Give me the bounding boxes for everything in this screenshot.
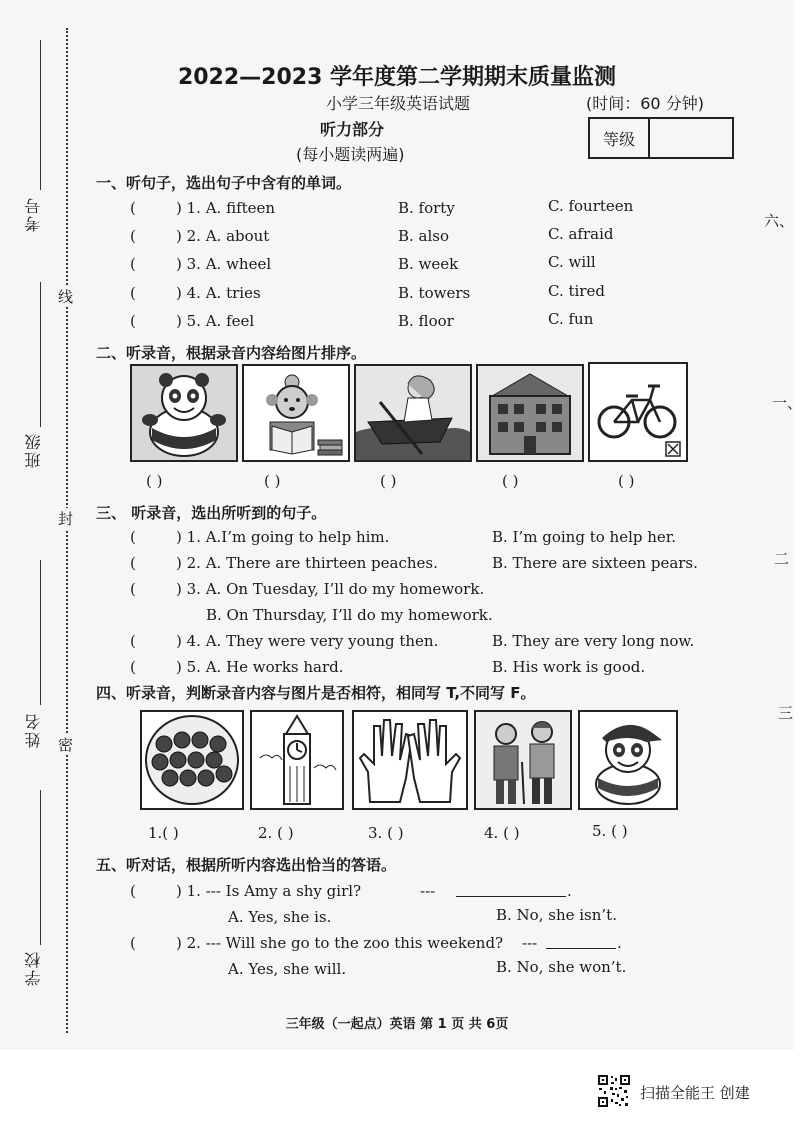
s5-q2-answer-blank[interactable] (546, 948, 616, 949)
order-blank-1[interactable]: ( ) (146, 472, 163, 490)
s1-q4: ) 4. A. tries (176, 284, 261, 302)
judge-blank-3[interactable]: 3. ( ) (368, 824, 404, 842)
s5-q1-answer-blank[interactable] (456, 896, 566, 897)
s5-q2-end: . (617, 934, 622, 952)
exam-number-label: 考号 (24, 196, 43, 232)
grade-label: 等级 (590, 119, 650, 157)
answer-paren[interactable]: ( (130, 632, 136, 650)
school-label: 学校 (24, 950, 43, 986)
order-blank-5[interactable]: ( ) (618, 472, 635, 490)
s3-q2-a: ) 2. A. There are thirteen peaches. (176, 554, 438, 572)
picture-clock-tower (250, 710, 344, 810)
name-label: 姓名 (24, 712, 43, 748)
s1-q4-b: B. towers (398, 284, 471, 302)
school-blank (40, 790, 41, 945)
s5-q1: ) 1. --- Is Amy a shy girl? (176, 882, 362, 900)
order-blank-4[interactable]: ( ) (502, 472, 519, 490)
s1-q3-c: C. will (548, 253, 596, 271)
s1-q1-c: C. fourteen (548, 197, 634, 215)
exam-subtitle: 小学三年级英语试题 (326, 94, 471, 113)
picture-bicycle (588, 362, 688, 462)
s5-q1-dash: --- (420, 882, 436, 900)
judge-blank-2[interactable]: 2. ( ) (258, 824, 294, 842)
section3-title: 三、 听录音，选出所听到的句子。 (96, 504, 327, 522)
s1-q5-c: C. fun (548, 310, 594, 328)
section2-title: 二、听录音，根据录音内容给图片排序。 (96, 344, 367, 362)
s3-q3-a: ) 3. A. On Tuesday, I’ll do my homework. (176, 580, 485, 598)
answer-paren[interactable]: ( (130, 554, 136, 572)
s5-q2-b: B. No, she won’t. (496, 958, 627, 976)
class-blank (40, 282, 41, 427)
page-footer: 三年级（一起点）英语 第 1 页 共 6页 (285, 1017, 509, 1032)
name-blank (40, 560, 41, 705)
s5-q1-b: B. No, she isn’t. (496, 906, 617, 924)
margin-char-secret: 密 (58, 736, 74, 754)
picture-panda (130, 364, 238, 462)
s1-q1-b: B. forty (398, 199, 455, 217)
s1-q4-c: C. tired (548, 282, 605, 300)
judge-blank-1[interactable]: 1.( ) (148, 824, 179, 842)
answer-paren[interactable]: ( (130, 934, 136, 952)
s3-q5-b: B. His work is good. (492, 658, 646, 676)
s1-q2-b: B. also (398, 227, 450, 245)
s1-q2: ) 2. A. about (176, 227, 270, 245)
section1-title: 一、听句子，选出句子中含有的单词。 (96, 174, 352, 192)
side-mark-2: 二 (774, 550, 790, 568)
s5-q1-a: A. Yes, she is. (228, 908, 332, 926)
section4-title: 四、听录音，判断录音内容与图片是否相符，相同写 T,不同写 F。 (96, 684, 536, 702)
answer-paren[interactable]: ( (130, 528, 136, 546)
answer-paren[interactable]: ( (130, 284, 136, 302)
s3-q5-a: ) 5. A. He works hard. (176, 658, 344, 676)
class-label: 班级 (24, 432, 43, 468)
listening-part-heading: 听力部分 (320, 120, 385, 139)
picture-old-couple (474, 710, 572, 810)
s5-q2-dash: --- (522, 934, 538, 952)
order-blank-2[interactable]: ( ) (264, 472, 281, 490)
exam-time: (时间：60 分钟) (586, 94, 704, 113)
side-mark-1: 一、 (772, 394, 802, 412)
picture-girl-reading (242, 364, 350, 462)
s1-q1: ) 1. A. fifteen (176, 199, 276, 217)
picture-girl-rowing-boat (354, 364, 472, 462)
s5-q2-a: A. Yes, she will. (228, 960, 347, 978)
read-twice-note: (每小题读两遍) (296, 145, 405, 164)
s3-q1-a: ) 1. A.I’m going to help him. (176, 528, 390, 546)
judge-blank-5[interactable]: 5. ( ) (592, 822, 628, 840)
answer-paren[interactable]: ( (130, 580, 136, 598)
answer-paren[interactable]: ( (130, 312, 136, 330)
answer-paren[interactable]: ( (130, 658, 136, 676)
s1-q3: ) 3. A. wheel (176, 255, 272, 273)
picture-hands (352, 710, 468, 810)
s5-q2: ) 2. --- Will she go to the zoo this weekend? (176, 934, 504, 952)
margin-char-line: 线 (58, 288, 74, 306)
judge-blank-4[interactable]: 4. ( ) (484, 824, 520, 842)
answer-paren[interactable]: ( (130, 227, 136, 245)
side-mark-6: 六、 (764, 212, 795, 230)
qr-code-icon (597, 1074, 631, 1108)
s3-q3-b: B. On Thursday, I’ll do my homework. (206, 606, 493, 624)
side-mark-3: 三 (778, 704, 794, 722)
picture-peaches (140, 710, 244, 810)
s3-q1-b: B. I’m going to help her. (492, 528, 677, 546)
s1-q2-c: C. afraid (548, 225, 614, 243)
grade-box (588, 117, 734, 159)
section5-title: 五、听对话，根据所听内容选出恰当的答语。 (96, 856, 397, 874)
picture-building (476, 364, 584, 462)
s1-q3-b: B. week (398, 255, 459, 273)
margin-char-seal: 封 (58, 510, 74, 528)
s1-q5: ) 5. A. feel (176, 312, 255, 330)
answer-paren[interactable]: ( (130, 882, 136, 900)
scanner-watermark: 扫描全能王 创建 (640, 1084, 750, 1102)
s3-q4-a: ) 4. A. They were very young then. (176, 632, 439, 650)
s3-q2-b: B. There are sixteen pears. (492, 554, 698, 572)
answer-paren[interactable]: ( (130, 199, 136, 217)
s5-q1-end: . (567, 882, 572, 900)
answer-paren[interactable]: ( (130, 255, 136, 273)
picture-panda-hat (578, 710, 678, 810)
exam-title: 2022—2023 学年度第二学期期末质量监测 (177, 65, 617, 90)
order-blank-3[interactable]: ( ) (380, 472, 397, 490)
s1-q5-b: B. floor (398, 312, 454, 330)
binding-line (66, 28, 68, 1033)
grade-field[interactable] (650, 119, 732, 157)
s3-q4-b: B. They are very long now. (492, 632, 695, 650)
